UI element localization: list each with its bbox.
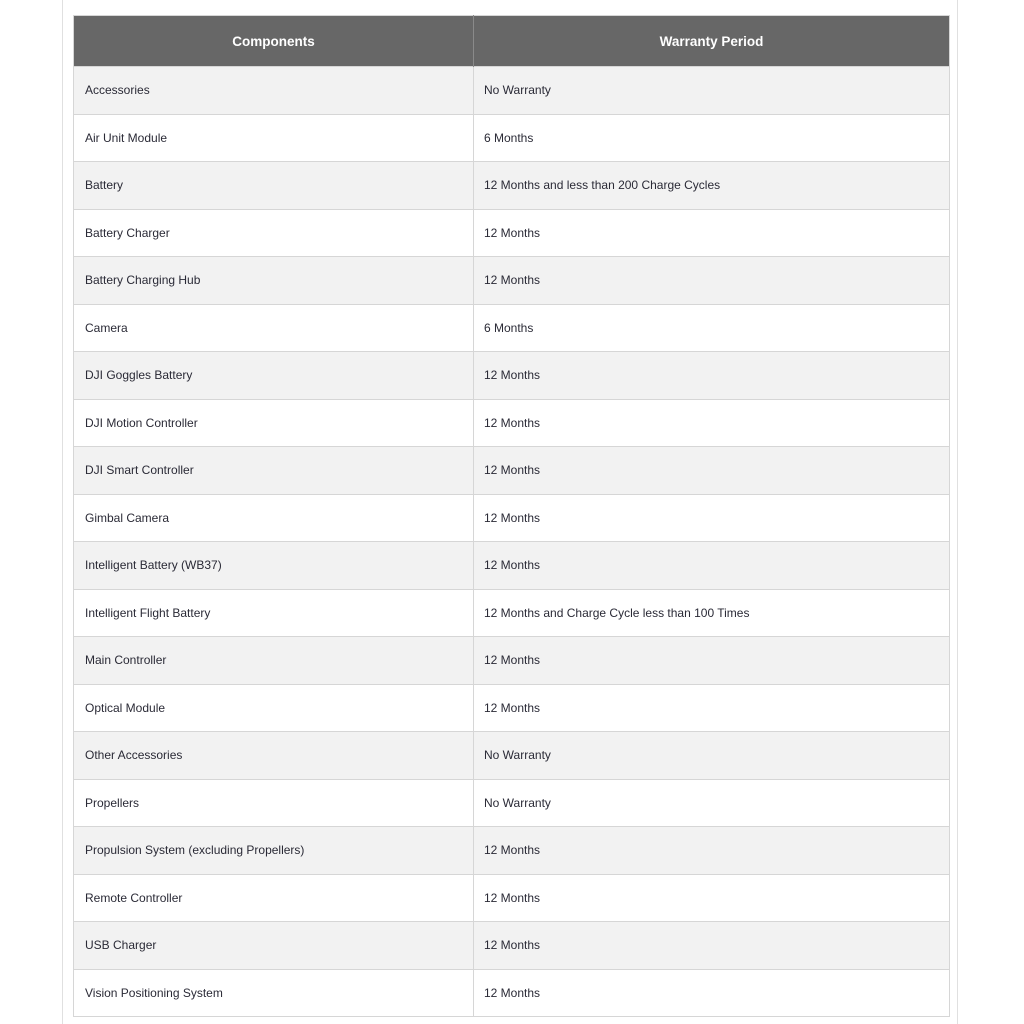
component-cell: DJI Goggles Battery <box>74 352 474 400</box>
component-cell: DJI Motion Controller <box>74 399 474 447</box>
warranty-period-cell: 12 Months <box>474 352 950 400</box>
warranty-period-cell: 12 Months <box>474 447 950 495</box>
warranty-period-cell: 12 Months <box>474 827 950 875</box>
warranty-period-cell: 12 Months <box>474 257 950 305</box>
component-cell: Air Unit Module <box>74 114 474 162</box>
warranty-period-cell: 12 Months and less than 200 Charge Cycles <box>474 162 950 210</box>
component-cell: Vision Positioning System <box>74 969 474 1017</box>
component-cell: Propulsion System (excluding Propellers) <box>74 827 474 875</box>
table-row <box>74 874 950 922</box>
warranty-period-cell: No Warranty <box>474 779 950 827</box>
table-row <box>74 589 950 637</box>
component-cell: Remote Controller <box>74 874 474 922</box>
component-cell: Gimbal Camera <box>74 494 474 542</box>
component-cell: Intelligent Flight Battery <box>74 589 474 637</box>
component-cell: Accessories <box>74 67 474 115</box>
table-row <box>74 827 950 875</box>
table-row <box>74 257 950 305</box>
component-cell: DJI Smart Controller <box>74 447 474 495</box>
warranty-period-cell: No Warranty <box>474 67 950 115</box>
warranty-period-cell: 12 Months <box>474 542 950 590</box>
table-row <box>74 732 950 780</box>
table-row <box>74 779 950 827</box>
component-cell: USB Charger <box>74 922 474 970</box>
warranty-period-cell: 6 Months <box>474 114 950 162</box>
table-row <box>74 162 950 210</box>
warranty-period-cell: 12 Months <box>474 209 950 257</box>
table-row <box>74 352 950 400</box>
component-cell: Main Controller <box>74 637 474 685</box>
table-row <box>74 494 950 542</box>
warranty-period-cell: 12 Months <box>474 637 950 685</box>
warranty-period-cell: 12 Months <box>474 874 950 922</box>
table-header <box>74 16 950 67</box>
table-row <box>74 209 950 257</box>
table-row <box>74 304 950 352</box>
table-row <box>74 542 950 590</box>
table-row <box>74 67 950 115</box>
table-row <box>74 969 950 1017</box>
table-row <box>74 447 950 495</box>
component-cell: Other Accessories <box>74 732 474 780</box>
warranty-period-cell: 12 Months and Charge Cycle less than 100 Times <box>474 589 950 637</box>
warranty-period-cell: 12 Months <box>474 922 950 970</box>
table-row <box>74 637 950 685</box>
warranty-period-cell: 12 Months <box>474 399 950 447</box>
warranty-table <box>73 15 950 1017</box>
component-cell: Camera <box>74 304 474 352</box>
table-row <box>74 684 950 732</box>
header-components: Components <box>74 16 474 67</box>
warranty-period-cell: 12 Months <box>474 494 950 542</box>
component-cell: Battery Charging Hub <box>74 257 474 305</box>
table-row <box>74 922 950 970</box>
table-row <box>74 399 950 447</box>
warranty-period-cell: 6 Months <box>474 304 950 352</box>
warranty-period-cell: No Warranty <box>474 732 950 780</box>
component-cell: Optical Module <box>74 684 474 732</box>
component-cell: Battery <box>74 162 474 210</box>
warranty-period-cell: 12 Months <box>474 969 950 1017</box>
header-row <box>74 16 950 67</box>
component-cell: Battery Charger <box>74 209 474 257</box>
component-cell: Propellers <box>74 779 474 827</box>
table-row <box>74 114 950 162</box>
warranty-period-cell: 12 Months <box>474 684 950 732</box>
component-cell: Intelligent Battery (WB37) <box>74 542 474 590</box>
table-body <box>74 67 950 1017</box>
header-warranty-period: Warranty Period <box>474 16 950 67</box>
